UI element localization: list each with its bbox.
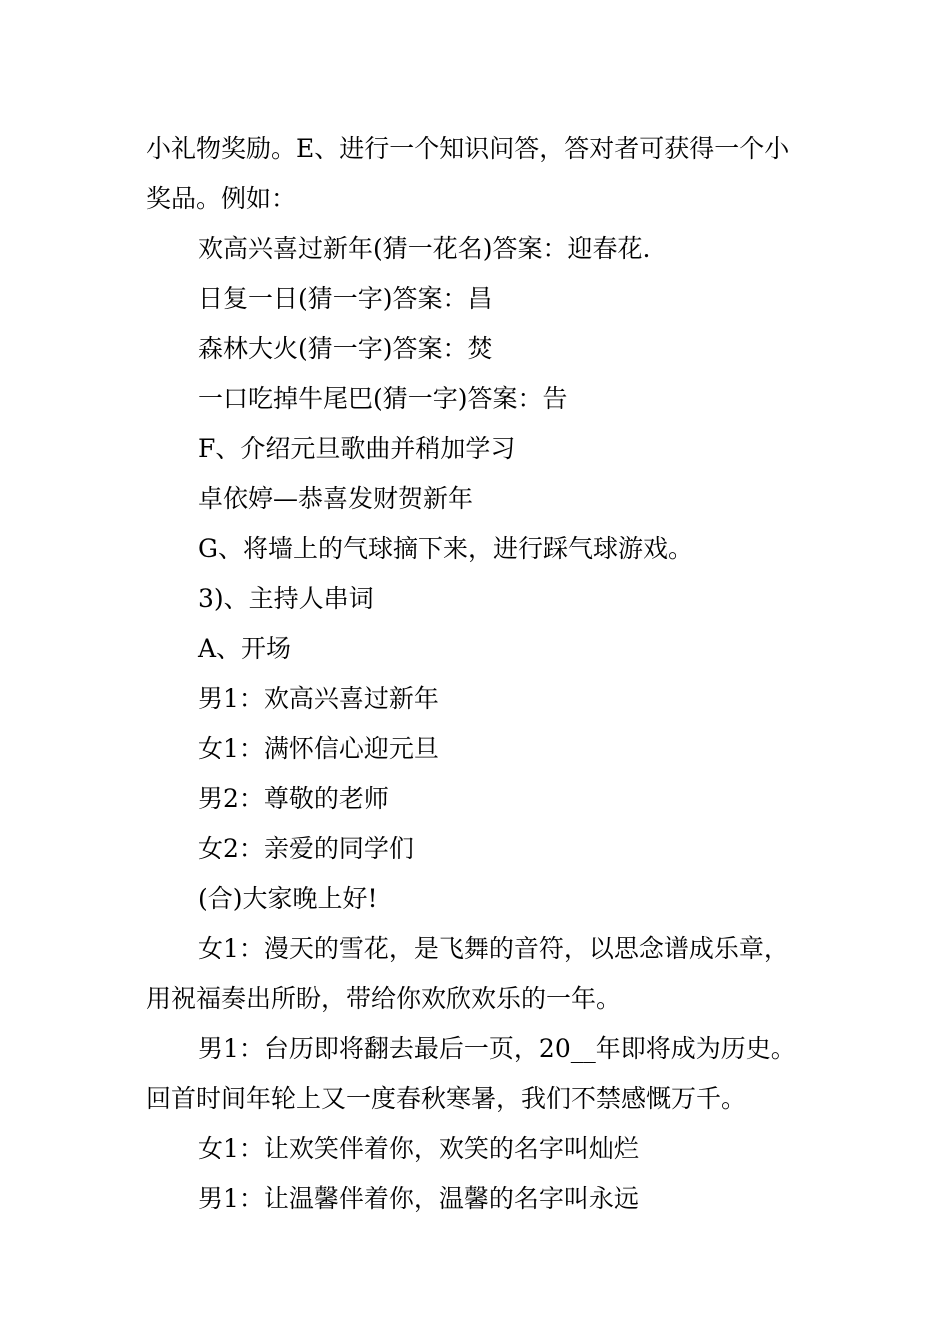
paragraph: 女1：让欢笑伴着你，欢笑的名字叫灿烂	[198, 1134, 639, 1163]
paragraph: 小礼物奖励。E、进行一个知识问答，答对者可获得一个小奖品。例如：	[146, 134, 790, 213]
paragraph: 欢高兴喜过新年(猜一花名)答案：迎春花.	[198, 234, 651, 263]
paragraph: (合)大家晚上好!	[198, 884, 378, 913]
paragraph: 男1：让温馨伴着你，温馨的名字叫永远	[198, 1184, 639, 1213]
paragraph: 男1：欢高兴喜过新年	[198, 684, 439, 713]
paragraph: 女1：漫天的雪花，是飞舞的音符，以思念谱成乐章，用祝福奏出所盼，带给你欢欣欢乐的一年。	[146, 934, 789, 1013]
paragraph: 卓依婷—恭喜发财贺新年	[198, 484, 474, 513]
document-body	[146, 124, 806, 1224]
paragraph: F、介绍元旦歌曲并稍加学习	[198, 434, 516, 463]
paragraph: 女2：亲爱的同学们	[198, 834, 414, 863]
paragraph: 男2：尊敬的老师	[198, 784, 389, 813]
paragraph: G、将墙上的气球摘下来，进行踩气球游戏。	[198, 534, 693, 563]
paragraph: 森林大火(猜一字)答案：焚	[198, 334, 493, 363]
paragraph: 3)、主持人串词	[198, 584, 374, 613]
paragraph: 女1：满怀信心迎元旦	[198, 734, 439, 763]
paragraph: A、开场	[198, 634, 292, 663]
paragraph: 一口吃掉牛尾巴(猜一字)答案：告	[198, 384, 568, 413]
paragraph: 日复一日(猜一字)答案：昌	[198, 284, 493, 313]
paragraph: 男1：台历即将翻去最后一页，20__年即将成为历史。回首时间年轮上又一度春秋寒暑，我们不禁感慨万千。	[146, 1034, 796, 1113]
